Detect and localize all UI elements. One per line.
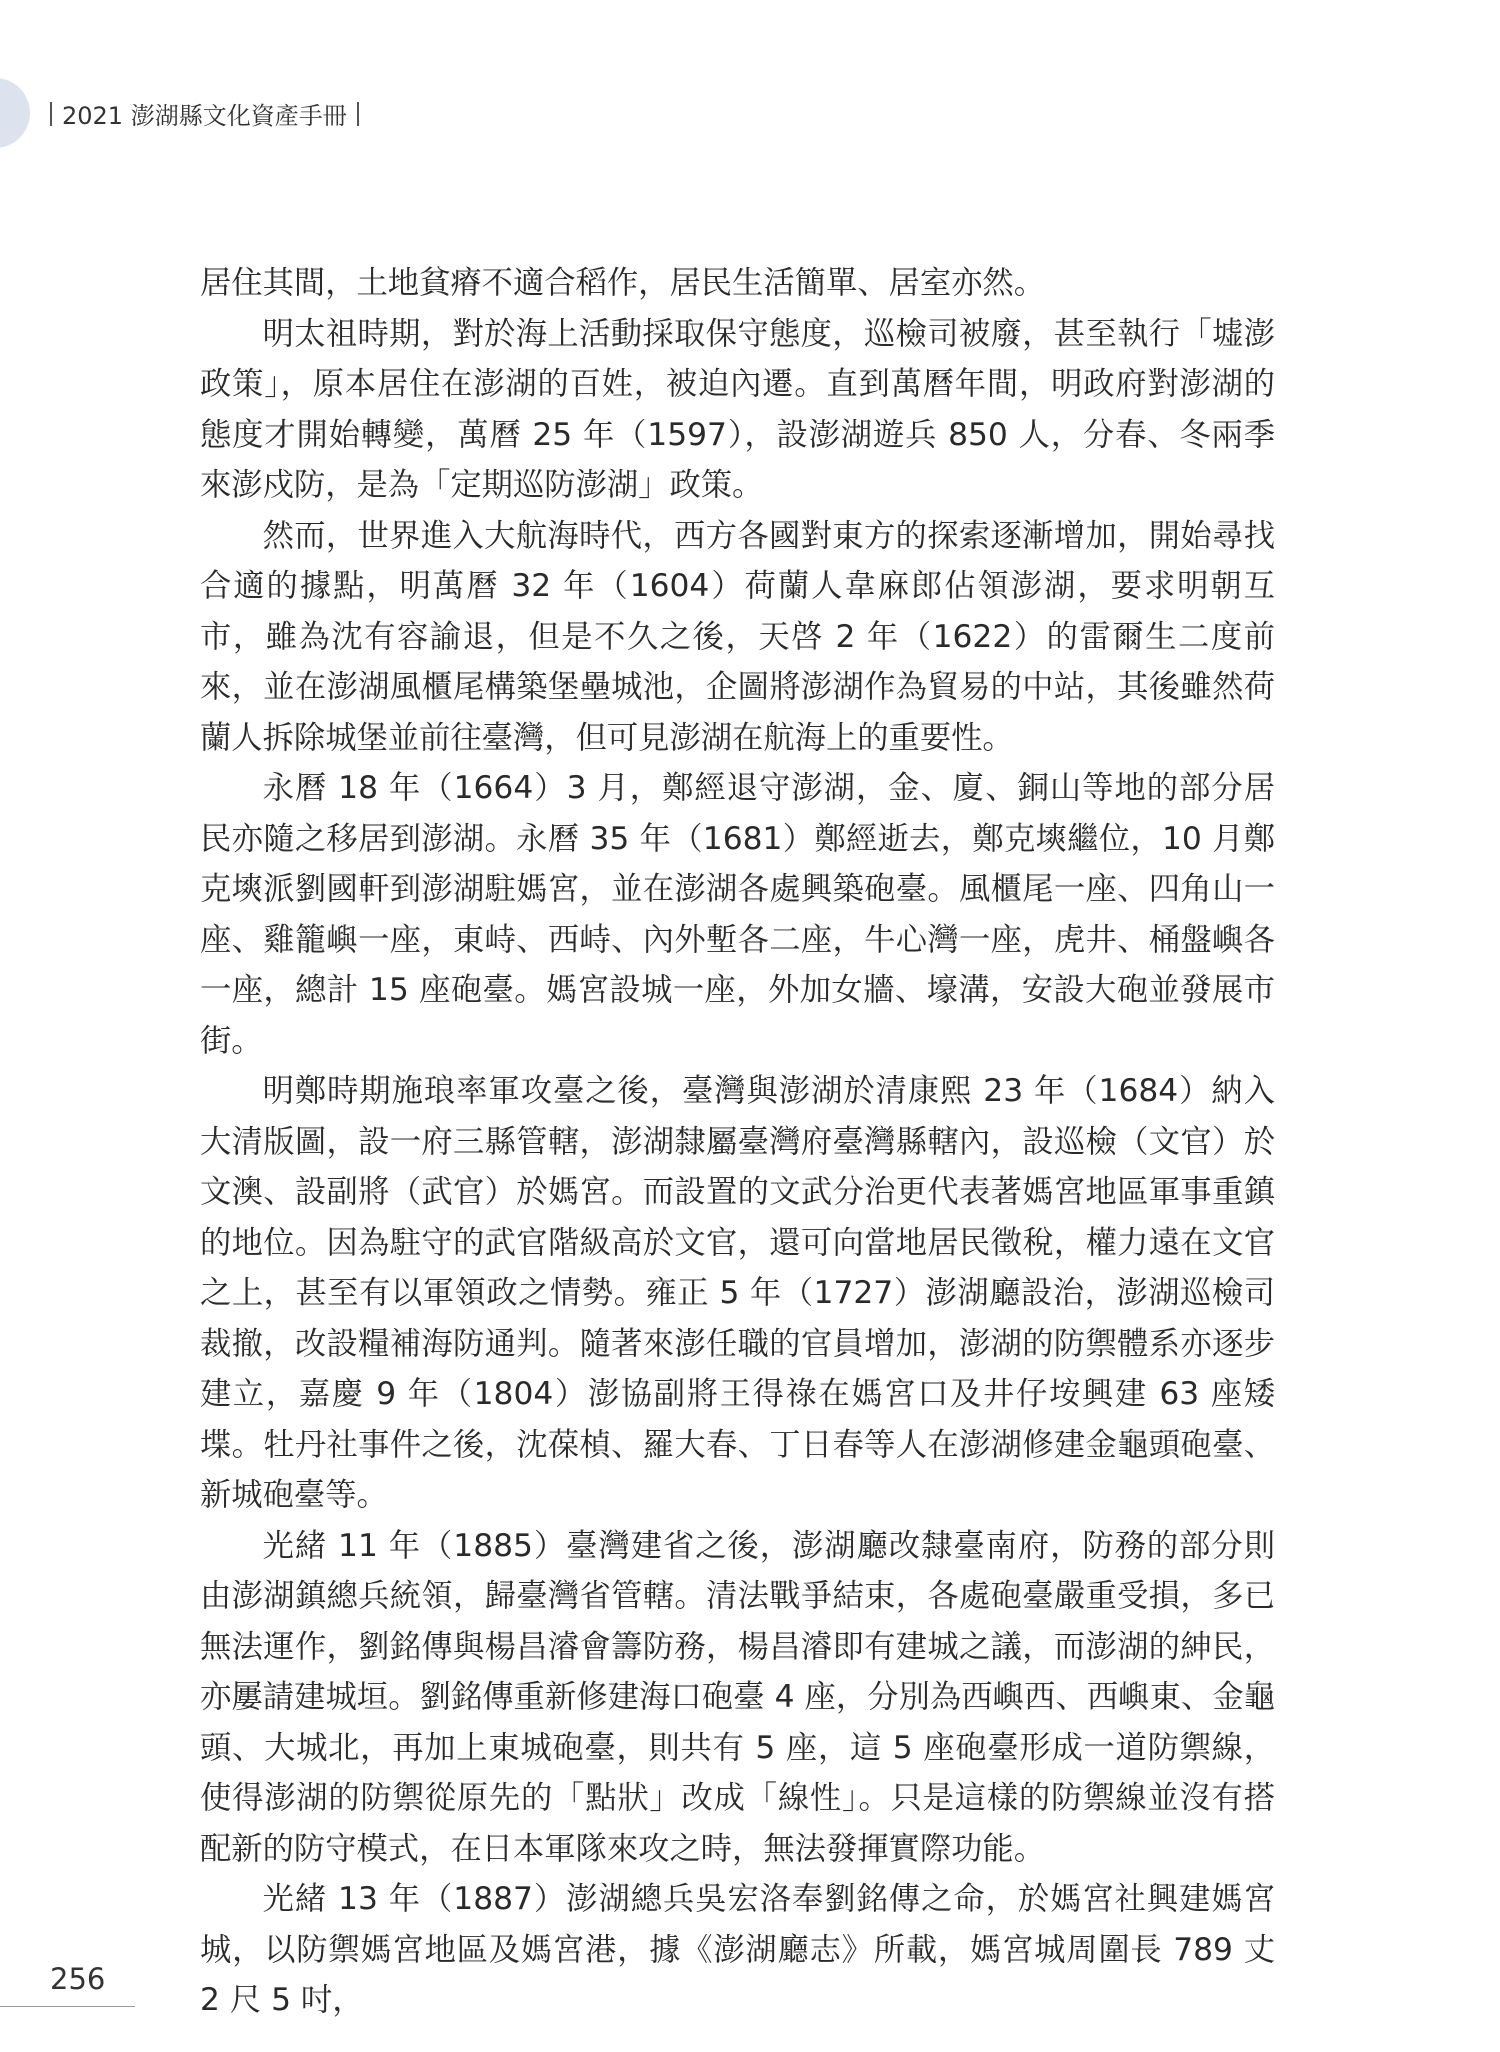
publication-title: 2021 澎湖縣文化資產手冊 [62, 102, 347, 130]
paragraph: 明太祖時期，對於海上活動採取保守態度，巡檢司被廢，甚至執行「墟澎政策」，原本居住在澎湖的百姓，被迫內遷。直到萬曆年間，明政府對澎湖的態度才開始轉變，萬曆 25 年（1597），設澎湖遊兵 850 人，分春、冬兩季來澎戍防，是為「定期巡防澎湖」政策。 [200, 315, 1275, 503]
paragraph: 永曆 18 年（1664）3 月，鄭經退守澎湖，金、廈、銅山等地的部分居民亦隨之移居到澎湖。永曆 35 年（1681）鄭經逝去，鄭克塽繼位，10 月鄭克塽派劉國軒到澎湖駐媽宮，並在澎湖各處興築砲臺。風櫃尾一座、四角山一座、雞籠嶼一座，東峙、西峙、內外塹各二座，牛心灣一座，虎井、桶盤嶼各一座，總計 15 座砲臺。媽宮設城一座，外加女牆、壕溝，安設大砲並發展市街。 [200, 770, 1275, 1059]
header-divider-left [50, 102, 52, 126]
footer-rule [0, 2006, 135, 2007]
paragraph: 然而，世界進入大航海時代，西方各國對東方的探索逐漸增加，開始尋找合適的據點，明萬曆 32 年（1604）荷蘭人韋麻郎佔領澎湖，要求明朝互市，雖為沈有容諭退，但是不久之後，天啓 2 年（1622）的雷爾生二度前來，並在澎湖風櫃尾構築堡壘城池，企圖將澎湖作為貿易的中站，其後雖然荷蘭人拆除城堡並前往臺灣，但可見澎湖在航海上的重要性。 [200, 517, 1275, 756]
running-header [50, 96, 359, 131]
header-divider-right [357, 102, 359, 126]
paragraph: 光緒 13 年（1887）澎湖總兵吳宏洛奉劉銘傳之命，於媽宮社興建媽宮城，以防禦媽宮地區及媽宮港，據《澎湖廳志》所載，媽宮城周圍長 789 丈 2 尺 5 吋， [200, 1881, 1275, 2018]
paragraph: 光緒 11 年（1885）臺灣建省之後，澎湖廳改隸臺南府，防務的部分則由澎湖鎮總兵統領，歸臺灣省管轄。清法戰爭結束，各處砲臺嚴重受損，多已無法運作，劉銘傳與楊昌濬會籌防務，楊昌濬即有建城之議，而澎湖的紳民，亦屢請建城垣。劉銘傳重新修建海口砲臺 4 座，分別為西嶼西、西嶼東、金龜頭、大城北，再加上東城砲臺，則共有 5 座，這 5 座砲臺形成一道防禦線，使得澎湖的防禦從原先的「點狀」改成「線性」。只是這樣的防禦線並沒有搭配新的防守模式，在日本軍隊來攻之時，無法發揮實際功能。 [200, 1527, 1275, 1867]
body-text [200, 258, 1275, 2026]
paragraph: 明鄭時期施琅率軍攻臺之後，臺灣與澎湖於清康熙 23 年（1684）納入大清版圖，設一府三縣管轄，澎湖隸屬臺灣府臺灣縣轄內，設巡檢（文官）於文澳、設副將（武官）於媽宮。而設置的文武分治更代表著媽宮地區軍事重鎮的地位。因為駐守的武官階級高於文官，還可向當地居民徵稅，權力遠在文官之上，甚至有以軍領政之情勢。雍正 5 年（1727）澎湖廳設治，澎湖巡檢司裁撤，改設糧補海防通判。隨著來澎任職的官員增加，澎湖的防禦體系亦逐步建立，嘉慶 9 年（1804）澎協副將王得祿在媽宮口及井仔垵興建 63 座矮堞。牡丹社事件之後，沈葆楨、羅大春、丁日春等人在澎湖修建金龜頭砲臺、新城砲臺等。 [200, 1073, 1275, 1513]
chapter-tab-marker [0, 78, 30, 148]
page-number: 256 [50, 1962, 106, 1996]
paragraph: 居住其間，土地貧瘠不適合稻作，居民生活簡單、居室亦然。 [200, 265, 1046, 301]
